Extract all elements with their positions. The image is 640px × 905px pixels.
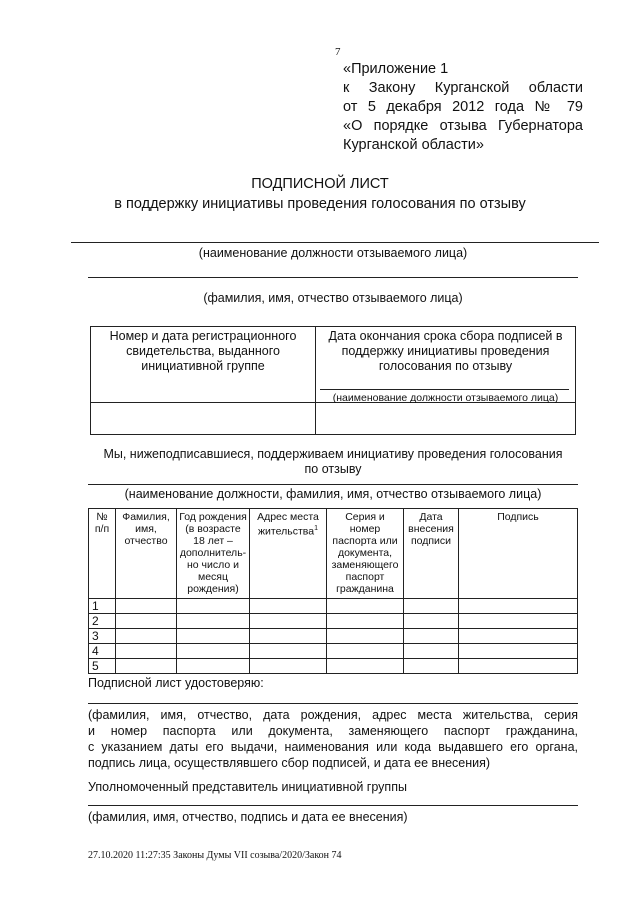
table-cell[interactable] [327,644,404,659]
footnote-mark: 1 [314,525,318,532]
appendix-header [343,60,583,155]
footer-stamp: 27.10.2020 11:27:35 Законы Думы VII созыва/2020/Закон 74 [88,850,342,861]
position-caption: (наименование должности отзываемого лица) [198,246,468,260]
header-address [250,509,327,599]
table-row [89,629,578,644]
deadline-header [316,327,576,403]
table-cell[interactable] [116,629,177,644]
position-name-line [88,484,578,485]
certify-line [88,703,578,704]
row-number: 2 [89,614,116,629]
header-signature: Подпись [459,509,578,599]
table-cell[interactable] [327,614,404,629]
table-cell[interactable] [459,659,578,674]
table-cell[interactable] [404,659,459,674]
position-line [71,242,599,243]
table-row [89,599,578,614]
certify-caption-line: и номер паспорта или документа, заменяющего паспорт гражданина, [88,724,578,738]
table-cell[interactable] [177,629,250,644]
table-cell[interactable] [177,614,250,629]
deadline-inner-caption: (наименование должности отзываемого лица) [332,392,559,404]
name-line [88,277,578,278]
certify-caption-line: (фамилия, имя, отчество, дата рождения, адрес места жительства, серия [88,708,578,722]
header-num: № п/п [89,509,116,599]
table-cell[interactable] [459,614,578,629]
appendix-line: к Закону Курганской области [343,80,583,96]
representative-line [88,805,578,806]
row-number: 5 [89,659,116,674]
header-passport: Серия и номер паспорта или документа, заменяющего паспорт гражданина [327,509,404,599]
support-line: Мы, нижеподписавшиеся, поддерживаем инициативу проведения голосования [103,447,563,461]
row-number: 1 [89,599,116,614]
table-cell[interactable] [250,614,327,629]
deadline-inner-line [320,389,569,390]
registration-table [90,326,576,435]
certify-label: Подписной лист удостоверяю: [88,676,264,690]
table-cell[interactable] [327,659,404,674]
table-cell[interactable] [250,629,327,644]
table-cell[interactable] [404,629,459,644]
table-cell[interactable] [116,599,177,614]
table-cell[interactable] [327,599,404,614]
registration-value-cell[interactable] [91,403,316,435]
table-cell[interactable] [459,599,578,614]
table-cell[interactable] [116,644,177,659]
representative-label: Уполномоченный представитель инициативной группы [88,780,407,794]
signature-table [88,508,578,674]
table-cell[interactable] [250,599,327,614]
table-row [89,644,578,659]
appendix-line: от 5 декабря 2012 года № 79 [343,99,583,115]
table-row [89,659,578,674]
header-date: Дата внесения подписи [404,509,459,599]
certify-caption-line: с указанием даты его выдачи, наименования или кода выдавшего его органа, [88,740,578,754]
representative-caption: (фамилия, имя, отчество, подпись и дата ее внесения) [88,810,408,824]
certify-caption-line: подпись лица, осуществлявшего сбор подписей, и дата ее внесения) [88,756,491,770]
registration-header: Номер и дата регистрационного свидетельства, выданного инициативной группе [91,327,316,403]
header-name: Фамилия, имя, отчество [116,509,177,599]
support-line: по отзыву [304,462,362,476]
appendix-line: «Приложение 1 [343,61,449,77]
document-title: ПОДПИСНОЙ ЛИСТ [251,176,389,192]
header-address-label: Адрес места жительства [257,511,319,538]
appendix-line: «О порядке отзыва Губернатора [343,118,583,134]
table-cell[interactable] [177,659,250,674]
page-number: 7 [335,46,341,58]
certify-caption [88,707,578,771]
table-cell[interactable] [116,614,177,629]
table-cell[interactable] [404,599,459,614]
table-cell[interactable] [459,644,578,659]
row-number: 4 [89,644,116,659]
table-cell[interactable] [177,644,250,659]
deadline-header-text: Дата окончания срока сбора подписей в поддержку инициативы проведения голосования по отзыву [328,329,563,373]
position-name-caption: (наименование должности, фамилия, имя, отчество отзываемого лица) [124,487,542,501]
table-cell[interactable] [404,644,459,659]
support-statement [90,447,576,477]
header-birth: Год рождения (в возрасте 18 лет – дополнитель-но число и месяц рождения) [177,509,250,599]
row-number: 3 [89,629,116,644]
table-cell[interactable] [177,599,250,614]
table-cell[interactable] [250,659,327,674]
name-caption: (фамилия, имя, отчество отзываемого лица) [203,291,463,305]
table-cell[interactable] [250,644,327,659]
table-cell[interactable] [404,614,459,629]
deadline-value-cell[interactable] [316,403,576,435]
document-subtitle: в поддержку инициативы проведения голосования по отзыву [114,196,526,212]
table-cell[interactable] [327,629,404,644]
table-cell[interactable] [459,629,578,644]
appendix-line: Курганской области» [343,137,484,153]
table-row [89,614,578,629]
table-cell[interactable] [116,659,177,674]
